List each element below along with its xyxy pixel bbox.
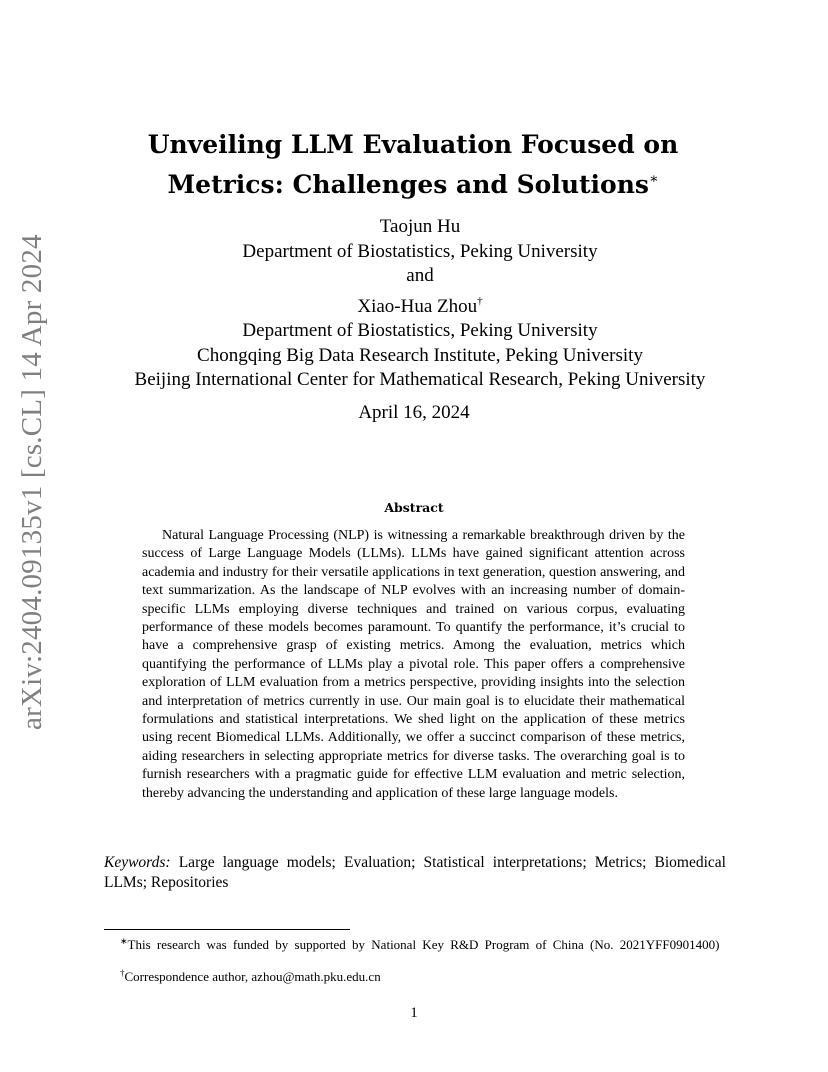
keywords-label: Keywords: (104, 854, 171, 871)
author-block (60, 215, 780, 393)
footnote-1-mark: ∗ (120, 936, 128, 946)
title-footnote-mark[interactable]: ∗ (648, 171, 659, 187)
author-name-2: Xiao-Hua Zhou (357, 295, 478, 317)
footnote-funding (104, 933, 726, 954)
page-number: 1 (410, 1005, 418, 1021)
author-affiliation-2a: Department of Biostatistics, Peking University (242, 320, 598, 341)
author-affiliation-2b: Chongqing Big Data Research Institute, Peking University (197, 344, 643, 366)
keywords (104, 853, 726, 893)
title-line-2: Metrics: Challenges and Solutions (167, 170, 649, 199)
paper-date: April 16, 2024 (358, 402, 470, 423)
footnote-rule (104, 929, 350, 930)
footnote-correspondence (104, 965, 726, 986)
paper-title (100, 128, 726, 202)
abstract-heading: Abstract (384, 500, 444, 515)
author-conjunction: and (406, 265, 434, 286)
footnote-2-text[interactable]: Correspondence author, azhou@math.pku.edu.cn (124, 969, 381, 984)
footnote-2-mark: † (120, 968, 125, 978)
footnote-1-text: This research was funded by supported by National Key R&D Program of China (No. 2021YFF0901400) (127, 937, 720, 952)
author2-footnote-mark[interactable]: † (477, 294, 483, 307)
author-name-1: Taojun Hu (379, 216, 461, 237)
abstract-body: Natural Language Processing (NLP) is witnessing a remarkable breakthrough driven by the success of Large Language Models (LLMs). LLMs have gained significant attention across academia and industry for their versatile applications in text generation, question answering, and text summarization. As the landscape of NLP evolves with an increasing number of domain-specific LLMs employing diverse techniques and trained on various corpus, evaluating performance of these models becomes paramount. To quantify the performance, it’s crucial to have a comprehensive grasp of existing metrics. Among the evaluation, metrics which quantifying the performance of LLMs play a pivotal role. This paper offers a comprehensive exploration of LLM evaluation from a metrics perspective, providing insights into the selection and interpretation of metrics currently in use. Our main goal is to elucidate their mathematical formulations and statistical interpretations. We shed light on the application of these metrics using recent Biomedical LLMs. Additionally, we offer a succinct comparison of these metrics, aiding researchers in selecting appropriate metrics for diverse tasks. The overarching goal is to furnish researchers with a pragmatic guide for effective LLM evaluation and metric selection, thereby advancing the understanding and application of these large language models. (142, 528, 685, 801)
author-affiliation-1: Department of Biostatistics, Peking University (242, 240, 598, 262)
author-affiliation-2c: Beijing International Center for Mathematical Research, Peking University (134, 369, 706, 390)
arxiv-identifier[interactable]: arXiv:2404.09135v1 [cs.CL] 14 Apr 2024 (16, 234, 48, 730)
title-line-1: Unveiling LLM Evaluation Focused on (147, 130, 679, 159)
keywords-text: Large language models; Evaluation; Statistical interpretations; Metrics; Biomedical LLMs; Repositories (104, 854, 726, 891)
